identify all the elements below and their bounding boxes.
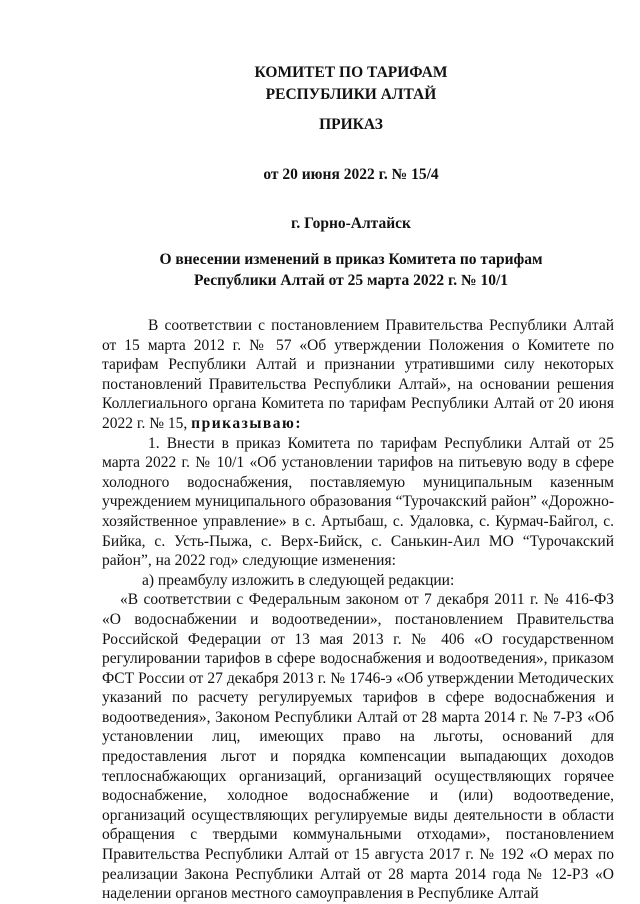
preamble-paragraph [102,316,614,434]
document-body [102,316,614,904]
order-date-number: от 20 июня 2022 г. № 15/4 [263,166,439,183]
subject-line-2: Республики Алтай от 25 марта 2022 г. № 10/1 [193,272,509,289]
city: г. Горно-Алтайск [291,215,411,232]
quoted-preamble: «В соответствии с Федеральным законом от 7 декабря 2011 г. № 416-ФЗ «О водоснабжении и водоотведении», постановлением Правительства Российской Федерации от 13 мая 2013 г. № 406 «О государственном регулировании тарифов в сфере водоснабжения и водоотведения», приказом ФСТ России от 27 декабря 2013 г. № 1746-э «Об утверждении Методических указаний по расчету регулируемых тарифов в сфере водоснабжения и водоотведения», Законом Республики Алтай от 28 марта 2014 г. № 7-РЗ «Об установлении лиц, имеющих право на льготы, оснований для предоставления льгот и порядка компенсации выпадающих доходов теплоснабжающих организаций, организаций осуществляющих горячее водоснабжение, холодное водоснабжение и (или) водоотведение, организаций осуществляющих регулируемые виды деятельности в области обращения с твердыми коммунальными отходами», постановлением Правительства Республики Алтай от 15 августа 2017 г. № 192 «О мерах по реализации Закона Республики Алтай от 28 марта 2014 года № 12-РЗ «О наделении органов местного самоуправления в Республике Алтай [102,591,614,903]
orders-word: приказываю: [191,414,303,432]
org-name-line-1: КОМИТЕТ ПО ТАРИФАМ [254,64,448,81]
org-name-line-2: РЕСПУБЛИКИ АЛТАЙ [265,86,437,103]
item-1-paragraph: 1. Внести в приказ Комитета по тарифам Республики Алтай от 25 марта 2022 г. № 10/1 «Об установлении тарифов на питьевую воду в сфере холодного водоснабжения, поставляемую муниципальным казенным учреждением муниципального образования “Турочакский район” «Дорожно-хозяйственное управление» в с. Артыбаш, с. Удаловка, с. Курмач-Байгол, с. Бийка, с. Усть-Пыжа, с. Верх-Бийск, с. Санькин-Аил МО “Турочакский район”, на 2022 год» следующие изменения: [102,434,614,570]
preamble-text: В соответствии с постановлением Правительства Республики Алтай от 15 марта 2012 г. № 57 «Об утверждении Положения о Комитете по тарифам Республики Алтай и признании утратившими силу некоторых постановлений Правительства Республики Алтай», на основании решения Коллегиального органа Комитета по тарифам Республики Алтай от 20 июня 2022 г. № 15, [102,317,614,432]
order-subject [62,249,640,291]
subject-line-1: О внесении изменений в приказ Комитета по тарифам [159,251,543,268]
document-type: ПРИКАЗ [319,116,383,133]
sub-item-a: а) преамбулу изложить в следующей редакции: [142,571,455,589]
organization-heading [0,62,640,106]
